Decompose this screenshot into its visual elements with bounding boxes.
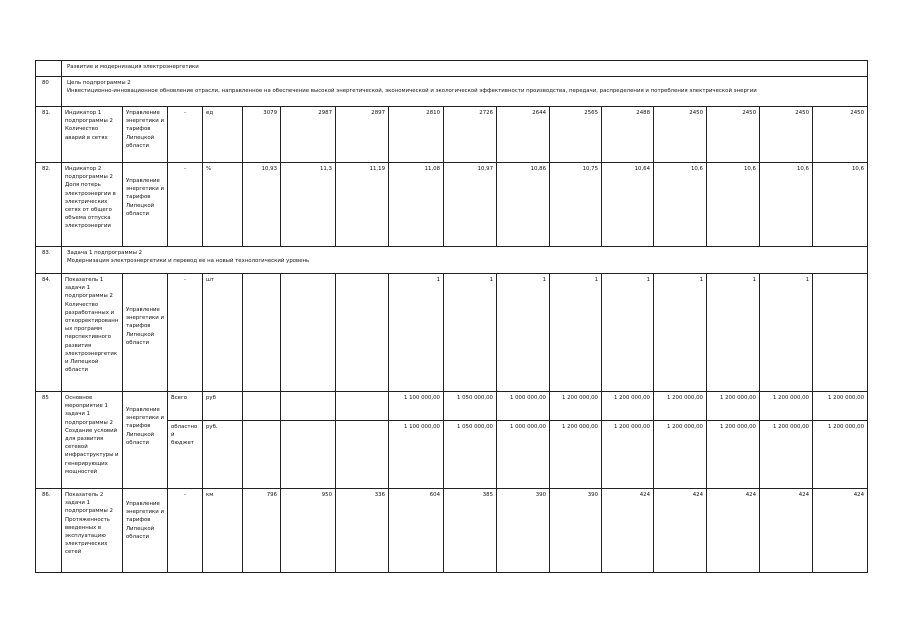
- goal-text: Инвестиционно-инновационное обновление отрасли, направленное на обеспечение высокой энергетической, экономической и экологической эффективности производства, передачи, распределения и потребления электрической энергии: [67, 88, 757, 95]
- value-cell: 2488: [602, 107, 654, 163]
- value-cell: 1: [602, 274, 654, 392]
- value-cell: 1 200 000,00: [813, 421, 868, 489]
- value-cell: 10,86: [497, 163, 550, 247]
- value-cell: [336, 274, 389, 392]
- goal-cell: [62, 77, 868, 107]
- value-cell: 950: [281, 489, 336, 573]
- section-title: Развитие и модернизация электроэнергетики: [62, 61, 868, 77]
- task-title: Задача 1 подпрограммы 2: [67, 250, 143, 256]
- value-cell: 1 200 000,00: [707, 421, 760, 489]
- value-cell: 1 200 000,00: [654, 421, 707, 489]
- value-cell: 390: [550, 489, 602, 573]
- value-cell: [281, 392, 336, 421]
- value-cell: [243, 392, 281, 421]
- value-cell: 385: [444, 489, 497, 573]
- value-cell: 1: [550, 274, 602, 392]
- source-cell: -: [168, 163, 203, 247]
- unit-cell: руб: [203, 392, 243, 421]
- value-cell: 336: [336, 489, 389, 573]
- table-row: [36, 274, 868, 392]
- value-cell: 796: [243, 489, 281, 573]
- indicator-name: Показатель 1 задачи 1 подпрограммы 2 Количество разработанных и откорректированных программ перспективного развития электроэнергетики Липецкой области: [62, 274, 123, 392]
- value-cell: [281, 274, 336, 392]
- responsible-cell: Управление энергетики и тарифов Липецкой области: [123, 392, 168, 489]
- value-cell: 10,93: [243, 163, 281, 247]
- value-cell: 10,75: [550, 163, 602, 247]
- value-cell: [813, 274, 868, 392]
- value-cell: 1 050 000,00: [444, 421, 497, 489]
- indicator-name: Показатель 2 задачи 1 подпрограммы 2 Протяженность введенных в эксплуатацию электрических сетей: [62, 489, 123, 573]
- value-cell: 1 200 000,00: [550, 421, 602, 489]
- value-cell: 10,6: [760, 163, 813, 247]
- row-number: 80: [36, 77, 62, 107]
- value-cell: 2726: [444, 107, 497, 163]
- value-cell: [336, 421, 389, 489]
- responsible-cell: Управление энергетики и тарифов Липецкой области: [123, 107, 168, 163]
- value-cell: 390: [497, 489, 550, 573]
- value-cell: 1: [497, 274, 550, 392]
- value-cell: 1: [444, 274, 497, 392]
- value-cell: 10,64: [602, 163, 654, 247]
- source-cell: -: [168, 107, 203, 163]
- value-cell: 10,6: [813, 163, 868, 247]
- value-cell: 1 000 000,00: [497, 421, 550, 489]
- value-cell: 424: [707, 489, 760, 573]
- value-cell: 1 200 000,00: [813, 392, 868, 421]
- value-cell: 2565: [550, 107, 602, 163]
- value-cell: [281, 421, 336, 489]
- value-cell: 1 050 000,00: [444, 392, 497, 421]
- value-cell: 2644: [497, 107, 550, 163]
- unit-cell: руб.: [203, 421, 243, 489]
- source-cell: областной бюджет: [168, 421, 203, 489]
- value-cell: 424: [654, 489, 707, 573]
- value-cell: 1 200 000,00: [760, 392, 813, 421]
- unit-cell: км: [203, 489, 243, 573]
- value-cell: 11,19: [336, 163, 389, 247]
- value-cell: 424: [602, 489, 654, 573]
- table-row: [36, 107, 868, 163]
- value-cell: 10,6: [707, 163, 760, 247]
- unit-cell: шт: [203, 274, 243, 392]
- value-cell: 2987: [281, 107, 336, 163]
- value-cell: 424: [813, 489, 868, 573]
- table-row: [36, 61, 868, 77]
- value-cell: 11,08: [389, 163, 444, 247]
- row-number: 83.: [36, 247, 62, 274]
- value-cell: 1 100 000,00: [389, 421, 444, 489]
- value-cell: 424: [760, 489, 813, 573]
- value-cell: 2897: [336, 107, 389, 163]
- value-cell: 1 200 000,00: [550, 392, 602, 421]
- value-cell: [243, 274, 281, 392]
- table-row: [36, 163, 868, 247]
- activity-name: Основное мероприятие 1 задачи 1 подпрограммы 2 Создание условий для развития сетевой инфраструктуры и генерирующих мощностей: [62, 392, 123, 489]
- row-number: 86.: [36, 489, 62, 573]
- value-cell: 10,97: [444, 163, 497, 247]
- row-number: 82.: [36, 163, 62, 247]
- value-cell: 1 200 000,00: [602, 421, 654, 489]
- source-cell: -: [168, 274, 203, 392]
- indicators-table: [35, 60, 868, 573]
- value-cell: 1 000 000,00: [497, 392, 550, 421]
- value-cell: 2450: [813, 107, 868, 163]
- value-cell: 1 200 000,00: [602, 392, 654, 421]
- goal-title: Цель подпрограммы 2: [67, 80, 131, 86]
- task-cell: [62, 247, 868, 274]
- value-cell: 2450: [760, 107, 813, 163]
- source-cell: -: [168, 489, 203, 573]
- value-cell: 1: [654, 274, 707, 392]
- value-cell: 1 100 000,00: [389, 392, 444, 421]
- value-cell: 10,6: [654, 163, 707, 247]
- source-cell: Всего: [168, 392, 203, 421]
- responsible-cell: Управление энергетики и тарифов Липецкой области: [123, 489, 168, 573]
- value-cell: 1 200 000,00: [760, 421, 813, 489]
- row-number: 85: [36, 392, 62, 489]
- value-cell: 1: [707, 274, 760, 392]
- responsible-cell: Управление энергетики и тарифов Липецкой области: [123, 163, 168, 247]
- table-row: [36, 392, 868, 421]
- value-cell: [243, 421, 281, 489]
- value-cell: [336, 392, 389, 421]
- indicator-name: Индикатор 2 подпрограммы 2 Доля потерь электроэнергии в электрических сетях от общего объема отпуска электроэнергии: [62, 163, 123, 247]
- unit-cell: %: [203, 163, 243, 247]
- value-cell: 1: [760, 274, 813, 392]
- responsible-cell: Управление энергетики и тарифов Липецкой области: [123, 274, 168, 392]
- table-row: [36, 489, 868, 573]
- unit-cell: ед: [203, 107, 243, 163]
- row-number: 84.: [36, 274, 62, 392]
- value-cell: 2450: [707, 107, 760, 163]
- table-row: [36, 247, 868, 274]
- value-cell: 1: [389, 274, 444, 392]
- value-cell: 11,3: [281, 163, 336, 247]
- row-number: 81.: [36, 107, 62, 163]
- value-cell: 1 200 000,00: [707, 392, 760, 421]
- value-cell: 604: [389, 489, 444, 573]
- value-cell: 2810: [389, 107, 444, 163]
- table-row: [36, 77, 868, 107]
- indicator-name: Индикатор 1 подпрограммы 2 Количество аварий в сетях: [62, 107, 123, 163]
- task-text: Модернизация электроэнергетики и перевод ее на новый технологический уровень: [67, 258, 310, 265]
- value-cell: 3079: [243, 107, 281, 163]
- value-cell: 2450: [654, 107, 707, 163]
- value-cell: 1 200 000,00: [654, 392, 707, 421]
